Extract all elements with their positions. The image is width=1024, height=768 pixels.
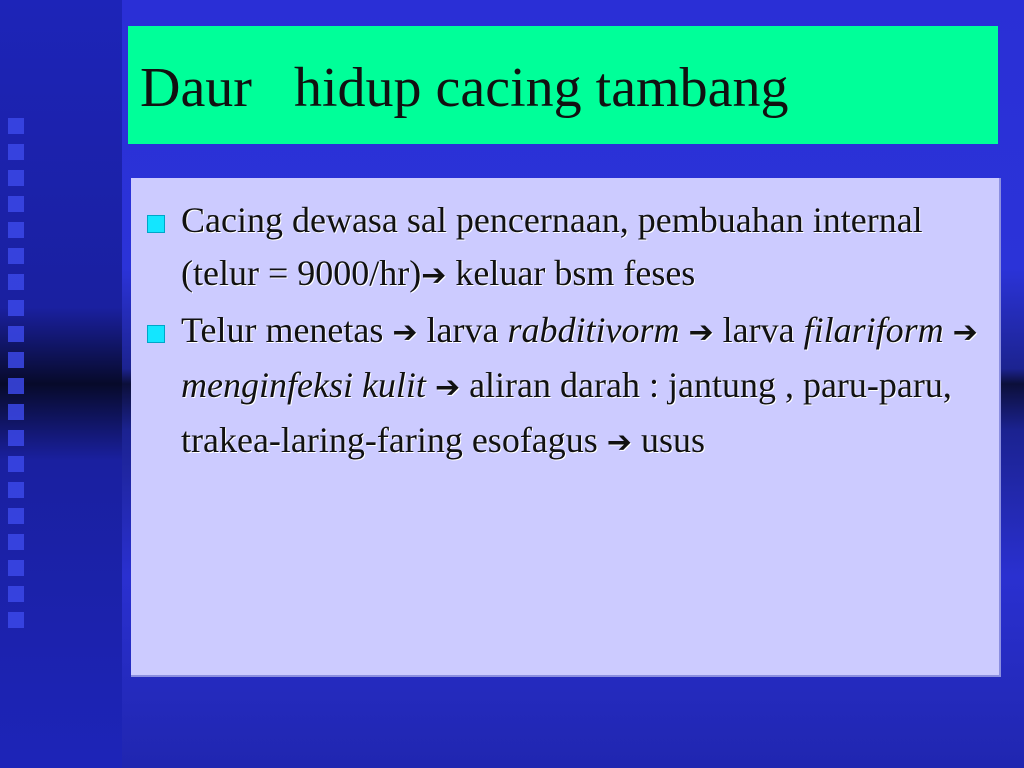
arrow-right-icon: ➔ xyxy=(421,258,447,293)
arrow-right-icon: ➔ xyxy=(952,315,978,350)
bullet-list xyxy=(143,194,988,471)
square-bullet-icon xyxy=(147,215,165,233)
bullet-text: keluar bsm feses xyxy=(446,253,696,293)
bullet-text: Telur menetas xyxy=(181,310,393,350)
arrow-right-icon: ➔ xyxy=(606,425,632,460)
bullet-item xyxy=(143,304,988,469)
arrow-right-icon: ➔ xyxy=(688,315,714,350)
arrow-right-icon: ➔ xyxy=(392,315,418,350)
bullet-text xyxy=(944,310,953,350)
bullet-text: larva xyxy=(713,310,804,350)
bullet-text: usus xyxy=(631,420,705,460)
bullet-text xyxy=(680,310,689,350)
bullet-text: Cacing dewasa sal pencernaan, pembuahan internal (telur = 9000/hr) xyxy=(181,200,923,293)
title-box xyxy=(128,26,998,144)
italic-term: filariform xyxy=(803,310,944,350)
square-bullet-icon xyxy=(147,325,165,343)
bullet-text: larva xyxy=(417,310,508,350)
slide-title: Daur hidup cacing tambang xyxy=(140,57,789,119)
content-box xyxy=(131,178,1001,677)
left-decorative-strip xyxy=(0,0,122,768)
italic-term: rabditivorm xyxy=(507,310,680,350)
arrow-right-icon: ➔ xyxy=(434,370,461,405)
bullet-text xyxy=(426,365,435,405)
bullet-item xyxy=(143,194,988,302)
bullet-text: aliran darah : jantung , paru-paru, trakea-laring-faring esofagus xyxy=(181,365,952,460)
italic-term: menginfeksi kulit xyxy=(181,365,426,405)
decorative-squares xyxy=(8,118,28,638)
